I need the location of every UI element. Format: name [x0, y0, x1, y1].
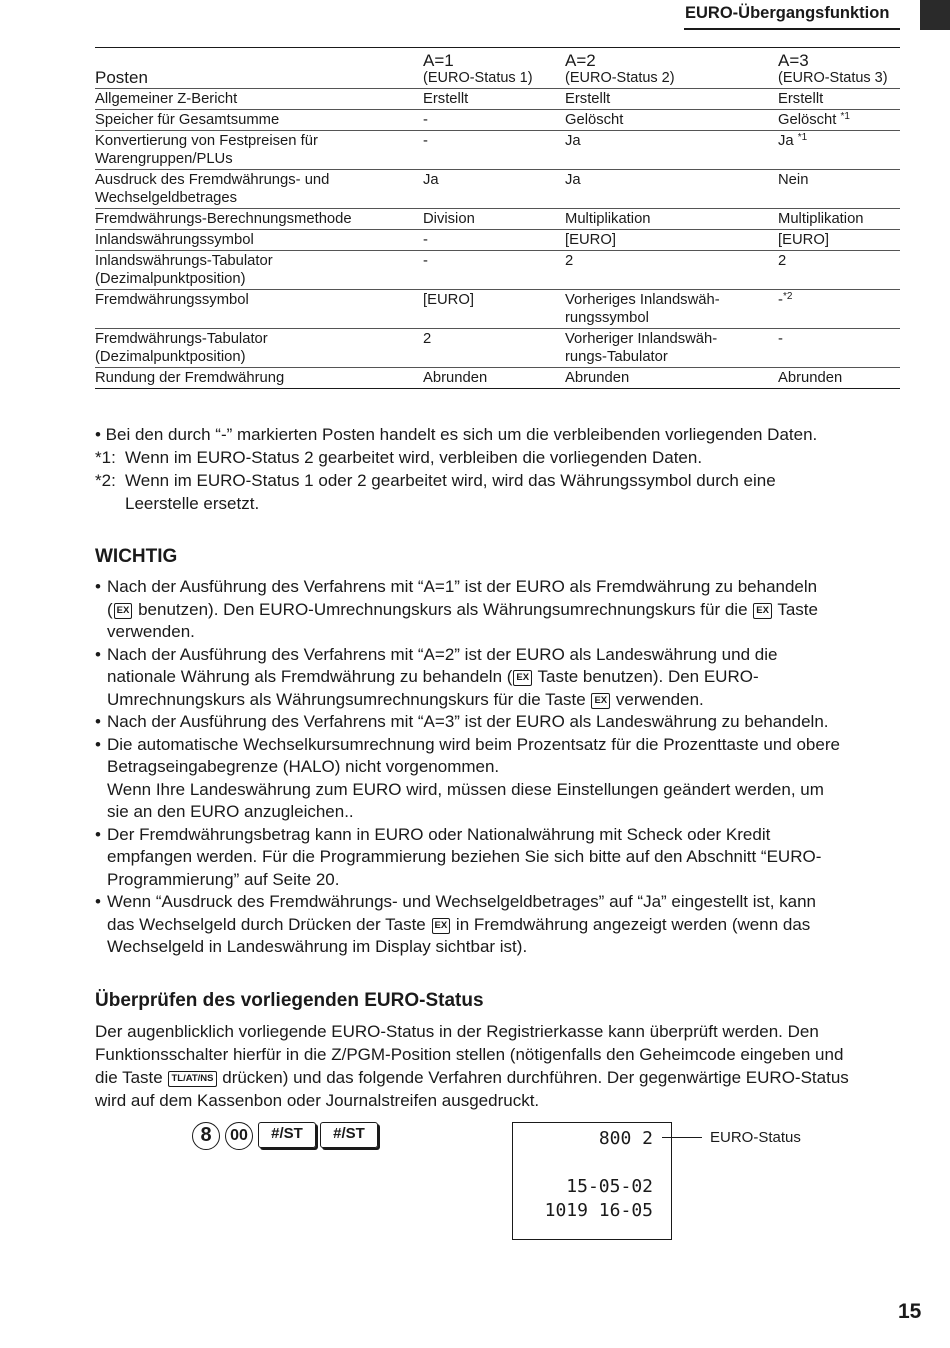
wichtig-item-4	[95, 734, 910, 824]
receipt-line-2: 15-05-02	[566, 1176, 653, 1197]
cell-status-1	[423, 209, 565, 230]
check-heading: Überprüfen des vorliegenden EURO-Status	[95, 990, 484, 1011]
row-label-line: Wechselgeldbetrages	[95, 190, 238, 206]
note-bullet: • Bei den durch “-” markierten Posten handelt es sich um die verbleibenden vorliegenden Daten.	[95, 425, 818, 444]
row-label	[95, 170, 423, 209]
row-label-line: Inlandswährungssymbol	[95, 232, 254, 248]
cell-status-2	[565, 170, 778, 209]
wichtig-2-line-1: Nach der Ausführung des Verfahrens mit “A=2” ist der EURO als Landeswährung und die	[107, 644, 778, 664]
key-st-1: #/ST	[258, 1122, 316, 1148]
table-row	[95, 230, 900, 251]
cell-status-1-line: [EURO]	[423, 292, 474, 308]
header-col-1: A=1 (EURO-Status 1)	[423, 48, 565, 89]
cell-status-2	[565, 251, 778, 290]
ex-key-icon: EX	[753, 603, 772, 619]
wichtig-1-line-3: verwenden.	[107, 622, 195, 641]
table-row	[95, 131, 900, 170]
cell-status-1	[423, 251, 565, 290]
cell-status-2-line: Vorheriger Inlandswäh-	[565, 331, 718, 347]
table-row	[95, 110, 900, 131]
receipt-line-3: 1019 16-05	[544, 1200, 653, 1221]
table-row	[95, 251, 900, 290]
bullet-icon: •	[95, 824, 101, 844]
wichtig-6-line-2b: in Fremdwährung angezeigt werden (wenn das	[451, 914, 811, 934]
cell-status-1	[423, 110, 565, 131]
row-label	[95, 131, 423, 170]
footnote-ref: *1	[797, 132, 808, 143]
note-2-text-1: Wenn im EURO-Status 1 oder 2 gearbeitet wird, wird das Währungssymbol durch eine	[125, 471, 776, 490]
cell-status-1-line: -	[423, 232, 428, 248]
cell-status-3	[778, 110, 900, 131]
check-line-4: wird auf dem Kassenbon oder Journalstreifen ausgedruckt.	[95, 1091, 540, 1110]
header-col-3: A=3 (EURO-Status 3)	[778, 48, 900, 89]
table-row	[95, 89, 900, 110]
table-row	[95, 290, 900, 329]
cell-status-3	[778, 170, 900, 209]
note-1-text: Wenn im EURO-Status 2 gearbeitet wird, verbleiben die vorliegenden Daten.	[125, 448, 703, 467]
wichtig-1-line-2b: benutzen). Den EURO-Umrechnungskurs als Währungsumrechnungskurs für die	[133, 599, 753, 619]
cell-status-1-line: Abrunden	[423, 370, 488, 386]
wichtig-5-line-2: empfangen werden. Für die Programmierung beziehen Sie sich bitte auf den Abschnitt “EURO-	[107, 847, 822, 866]
cell-status-3-line: [EURO]	[778, 232, 829, 248]
row-label-line: Speicher für Gesamtsumme	[95, 112, 280, 128]
row-label-line: (Dezimalpunktposition)	[95, 271, 246, 287]
wichtig-2-line-2a: nationale Währung als Fremdwährung zu behandeln (	[107, 667, 513, 686]
wichtig-2-line-3a: Umrechnungskurs als Währungsumrechnungskurs für die Taste	[107, 689, 591, 709]
cell-status-3	[778, 329, 900, 368]
row-label-line: Rundung der Fremdwährung	[95, 370, 285, 386]
cell-status-1	[423, 290, 565, 329]
wichtig-item-1	[95, 576, 910, 644]
cell-status-3-line: -	[778, 292, 783, 308]
note-2-text-2: Leerstelle ersetzt.	[125, 494, 260, 513]
cell-status-1-line: Ja	[423, 172, 439, 188]
wichtig-item-6	[95, 891, 910, 959]
wichtig-6-line-1: Wenn “Ausdruck des Fremdwährungs- und Wechselgeldbetrages” auf “Ja” eingestellt ist, kann	[107, 892, 817, 911]
cell-status-3	[778, 131, 900, 170]
wichtig-item-3	[95, 711, 910, 734]
note-2-mark: *2:	[95, 471, 116, 490]
header-tab-marker	[920, 0, 950, 30]
check-line-2: Funktionsschalter hierfür in die Z/PGM-Position stellen (nötigenfalls den Geheimcode eingeben und	[95, 1045, 844, 1064]
header-col-2: A=2 (EURO-Status 2)	[565, 48, 778, 89]
cell-status-2-line: Abrunden	[565, 370, 630, 386]
cell-status-2-line: Ja	[565, 133, 581, 149]
cell-status-1	[423, 131, 565, 170]
table-row	[95, 170, 900, 209]
header-title: EURO-Übergangsfunktion	[685, 4, 890, 22]
cell-status-2-line: 2	[565, 253, 574, 269]
receipt-line-1: 800 2	[598, 1128, 653, 1149]
cell-status-2-line: Ja	[565, 172, 581, 188]
cell-status-2	[565, 110, 778, 131]
wichtig-item-5	[95, 824, 910, 892]
ex-key-icon: EX	[591, 693, 610, 709]
wichtig-list	[95, 576, 910, 959]
key-8: 8	[192, 1122, 220, 1150]
cell-status-1	[423, 89, 565, 110]
cell-status-2	[565, 209, 778, 230]
ex-key-icon: EX	[432, 918, 451, 934]
cell-status-3-line: Nein	[778, 172, 809, 188]
row-label-line: Konvertierung von Festpreisen für	[95, 133, 318, 149]
wichtig-2-line-3b: verwenden.	[611, 689, 704, 709]
row-label	[95, 368, 423, 389]
cell-status-3-line: -	[778, 331, 783, 347]
row-label-line: Warengruppen/PLUs	[95, 151, 233, 167]
cell-status-2	[565, 131, 778, 170]
note-1	[95, 446, 915, 469]
cell-status-3	[778, 209, 900, 230]
note-1-mark: *1:	[95, 448, 116, 467]
cell-status-3	[778, 251, 900, 290]
cell-status-1-line: -	[423, 133, 428, 149]
cell-status-3-line: Abrunden	[778, 370, 843, 386]
wichtig-4-line-3: Wenn Ihre Landeswährung zum EURO wird, müssen diese Einstellungen geändert werden, um	[107, 779, 824, 799]
cell-status-3	[778, 230, 900, 251]
wichtig-item-2	[95, 644, 910, 712]
table-header-row	[95, 48, 900, 89]
table-row	[95, 329, 900, 368]
check-line-1: Der augenblicklich vorliegende EURO-Status in der Registrierkasse kann überprüft werden. Den	[95, 1022, 819, 1041]
row-label-line: Allgemeiner Z-Bericht	[95, 91, 238, 107]
cell-status-2-line: Vorheriges Inlandswäh-	[565, 292, 720, 308]
cell-status-1	[423, 230, 565, 251]
header-rule	[684, 28, 900, 30]
cell-status-2	[565, 230, 778, 251]
cell-status-2	[565, 290, 778, 329]
cell-status-3	[778, 89, 900, 110]
cell-status-2-line: [EURO]	[565, 232, 616, 248]
cell-status-1	[423, 329, 565, 368]
cell-status-1-line: Erstellt	[423, 91, 469, 107]
page-number: 15	[898, 1300, 922, 1323]
wichtig-1-line-1: Nach der Ausführung des Verfahrens mit “A=1” ist der EURO als Fremdwährung zu behandeln	[107, 577, 818, 596]
wichtig-2-line-2b: Taste benutzen). Den EURO-	[533, 667, 759, 686]
wichtig-4-line-1: Die automatische Wechselkursumrechnung wird beim Prozentsatz für die Prozenttaste und obere	[107, 734, 840, 754]
footnote-ref: *1	[840, 111, 850, 122]
row-label	[95, 110, 423, 131]
check-line-3b: drücken) und das folgende Verfahren durchführen. Der gegenwärtige EURO-Status	[217, 1068, 849, 1087]
cell-status-1-line: -	[423, 112, 428, 128]
row-label	[95, 230, 423, 251]
wichtig-5-line-3: Programmierung” auf Seite 20.	[107, 869, 340, 889]
wichtig-6-line-3: Wechselgeld in Landeswährung im Display sichtbar ist).	[107, 937, 528, 956]
table-row	[95, 368, 900, 389]
wichtig-1-line-2a: (	[107, 599, 113, 619]
cell-status-3-line: Ja	[778, 133, 798, 149]
bullet-icon: •	[95, 644, 101, 664]
bullet-icon: •	[95, 734, 101, 754]
wichtig-heading: WICHTIG	[95, 546, 178, 567]
row-label-line: (Dezimalpunktposition)	[95, 349, 246, 365]
wichtig-3-line-1: Nach der Ausführung des Verfahrens mit “A=3” ist der EURO als Landeswährung zu behandeln.	[107, 712, 829, 731]
row-label-line: Ausdruck des Fremdwährungs- und	[95, 172, 330, 188]
cell-status-3-line: Gelöscht	[778, 112, 841, 128]
cell-status-2-line: Erstellt	[565, 91, 611, 107]
cell-status-1-line: -	[423, 253, 428, 269]
row-label	[95, 290, 423, 329]
footnote-ref: *2	[782, 291, 793, 302]
cell-status-1	[423, 170, 565, 209]
cell-status-1-line: 2	[423, 331, 432, 347]
status-leader-line	[662, 1137, 702, 1138]
check-line-3a: die Taste	[95, 1068, 168, 1087]
wichtig-6-line-2a: das Wechselgeld durch Drücken der Taste	[107, 914, 431, 934]
ex-key-icon: EX	[513, 670, 532, 686]
cell-status-3	[778, 368, 900, 389]
bullet-icon: •	[95, 577, 101, 596]
cell-status-3-line: 2	[778, 253, 787, 269]
cell-status-2	[565, 329, 778, 368]
status-table	[95, 47, 900, 389]
cell-status-1-line: Division	[423, 211, 475, 227]
note-2	[95, 469, 915, 515]
cell-status-3	[778, 290, 900, 329]
cell-status-1	[423, 368, 565, 389]
cell-status-2	[565, 368, 778, 389]
row-label-line: Fremdwährungssymbol	[95, 292, 249, 308]
receipt-printout	[512, 1122, 672, 1240]
row-label	[95, 209, 423, 230]
status-label: EURO-Status	[710, 1129, 801, 1146]
row-label-line: Inlandswährungs-Tabulator	[95, 253, 273, 269]
cell-status-3-line: Erstellt	[778, 91, 824, 107]
row-label	[95, 251, 423, 290]
table-row	[95, 209, 900, 230]
wichtig-4-line-2: Betragseingabegrenze (HALO) nicht vorgenommen.	[107, 757, 500, 776]
cell-status-2	[565, 89, 778, 110]
row-label	[95, 89, 423, 110]
key-st-2: #/ST	[320, 1122, 378, 1148]
wichtig-4-line-4: sie an den EURO anzugleichen..	[107, 802, 354, 821]
tl-key-icon: TL/AT/NS	[168, 1071, 216, 1087]
ex-key-icon: EX	[114, 603, 133, 619]
check-paragraph	[95, 1020, 910, 1112]
cell-status-2-line: Multiplikation	[565, 211, 651, 227]
bullet-icon: •	[95, 712, 101, 731]
cell-status-2-line: rungssymbol	[565, 310, 649, 326]
wichtig-1-line-2c: Taste	[772, 599, 818, 619]
bullet-icon: •	[95, 892, 101, 911]
cell-status-2-line: rungs-Tabulator	[565, 349, 668, 365]
row-label	[95, 329, 423, 368]
cell-status-2-line: Gelöscht	[565, 112, 624, 128]
header-posten: Posten	[95, 48, 423, 89]
row-label-line: Fremdwährungs-Tabulator	[95, 331, 268, 347]
table-notes	[95, 423, 915, 515]
key-00: 00	[225, 1122, 253, 1150]
row-label-line: Fremdwährungs-Berechnungsmethode	[95, 211, 352, 227]
cell-status-3-line: Multiplikation	[778, 211, 864, 227]
wichtig-5-line-1: Der Fremdwährungsbetrag kann in EURO oder Nationalwährung mit Scheck oder Kredit	[107, 824, 771, 844]
